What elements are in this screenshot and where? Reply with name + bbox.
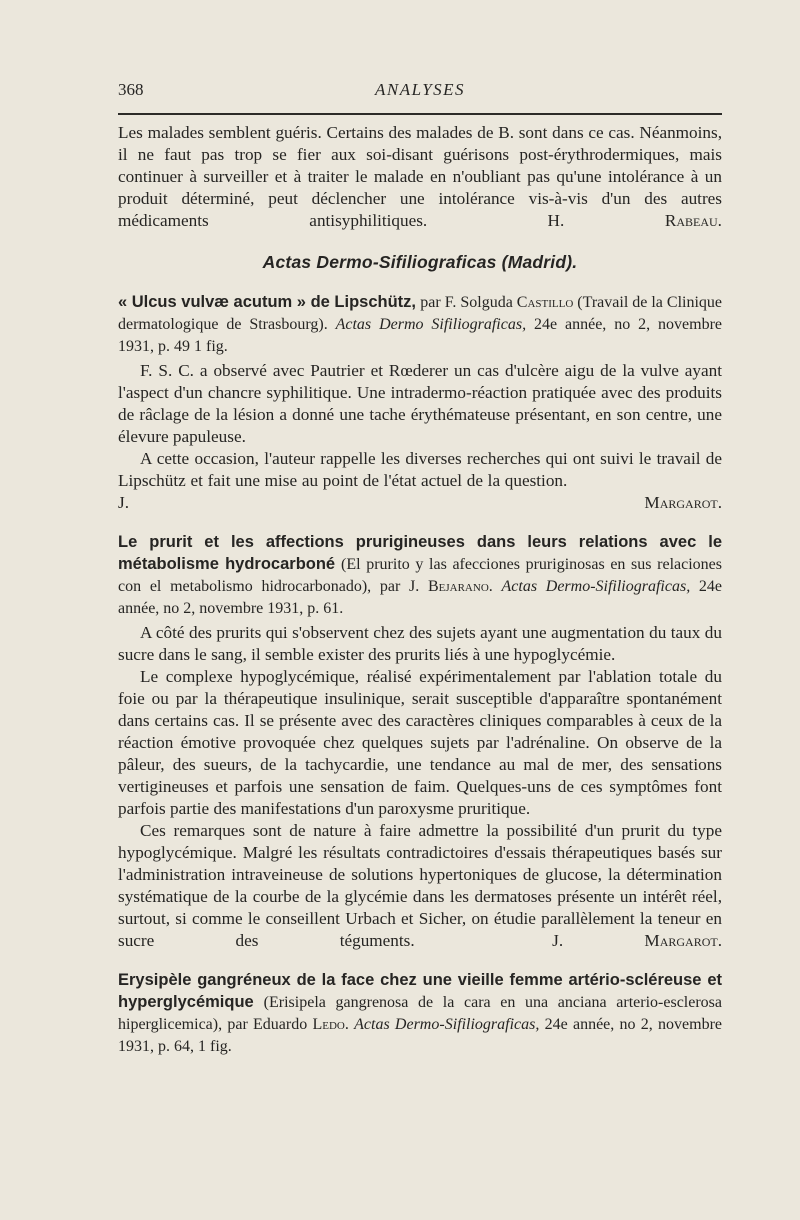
- article-prurit: [118, 531, 722, 952]
- article-heading: [118, 969, 722, 1057]
- page-header: [118, 78, 722, 106]
- journal-heading: Actas Dermo-Sifiliograficas (Madrid).: [262, 252, 578, 272]
- signature: J. Margarot.: [552, 931, 722, 950]
- article-paragraph: Le complexe hypoglycémique, réalisé expérimentalement par l'ablation totale du foie ou par la thérapeutique insulinique, serait susceptible d'apparaître spontanément dans certains cas. Il se présente avec des caractères cliniques comparables à ceux de la réaction émotive provoquée chez quelques sujets par l'adrénaline. On observe de la pâleur, des sueurs, de la tachycardie, une tendance au mal de mer, des sensations vertigineuses et parfois une sensation de faim. Quelques-uns de ces symptômes font parfois partie des manifestations d'un paroxysme pruritique.: [118, 667, 722, 818]
- article-ulcus: [118, 291, 722, 514]
- signature: J. Margarot.: [118, 493, 722, 512]
- article-heading: [118, 531, 722, 619]
- journal-reference: Actas Dermo-Sifiliograficas,: [501, 578, 691, 595]
- article-reference: (Erisipela gangrenosa de la cara en una anciana arterio-esclerosa hiperglicemica), par Eduardo Ledo. Actas Dermo-Sifiliograficas, 24e année, no 2, novembre 1931, p. 64, 1 fig.: [118, 994, 722, 1055]
- article-paragraph: A cette occasion, l'auteur rappelle les diverses recherches qui ont suivi le travail de Lipschütz et fait une mise au point de l'état actuel de la question. J. Margarot.: [118, 449, 722, 512]
- author: Bejarano.: [427, 578, 493, 595]
- signature: H. Rabeau.: [547, 211, 722, 230]
- author: Castillo: [516, 294, 574, 311]
- article-paragraph: A côté des prurits qui s'observent chez des sujets ayant une augmentation du taux du sucre dans le sang, il semble exister des prurits liés à une hypoglycémie.: [118, 623, 722, 664]
- article-title: « Ulcus vulvæ acutum » de Lipschütz,: [118, 293, 416, 311]
- author: Ledo.: [312, 1016, 349, 1033]
- journal-reference: Actas Dermo-Sifiliograficas,: [354, 1016, 540, 1033]
- article-title: Le prurit et les affections prurigineuses dans leurs relations avec le métabolisme hydrocarboné: [118, 533, 722, 573]
- article-title: Erysipèle gangréneux de la face chez une vieille femme artério-scléreuse et hyperglycémique: [118, 971, 722, 1011]
- continuation-paragraph: Les malades semblent guéris. Certains des malades de B. sont dans ce cas. Néanmoins, il ne faut pas trop se fier aux soi-disant guérisons post-érythrodermiques, mais continuer à surveiller et à traiter le malade en n'oubliant pas qu'une intolérance à un produit déterminé, peut déclencher une intolérance vis-à-vis d'un des autres médicaments antisyphilitiques. H. Rabeau.: [118, 123, 722, 230]
- page-number: 368: [118, 80, 144, 99]
- journal-reference: Actas Dermo Sifiliograficas,: [335, 316, 527, 333]
- article-erysipele: [118, 969, 722, 1057]
- article-paragraph: F. S. C. a observé avec Pautrier et Rœderer un cas d'ulcère aigu de la vulve ayant l'aspect d'un chancre syphilitique. Une intradermo-réaction pratiquée avec des produits de râclage de la lésion a donné une tache érythémateuse présentant, en son centre, une élevure papuleuse.: [118, 361, 722, 446]
- article-reference: (El prurito y las afecciones pruriginosas en sus relaciones con el metabolismo hidrocarbonado), par J. Bejarano. Actas Dermo-Sifiliograficas, 24e année, no 2, novembre 1931, p. 61.: [118, 556, 723, 617]
- article-heading: [118, 291, 722, 357]
- article-paragraph: Ces remarques sont de nature à faire admettre la possibilité d'un prurit du type hypoglycémique. Malgré les résultats contradictoires d'essais thérapeutiques basés sur l'administration intraveineuse de solutions hypertoniques de glucose, la détermination systématique de la courbe de la glycémie dans les dermatoses présente un intérêt réel, surtout, si comme le conseillent Urbach et Sicher, on étudie parallèlement la teneur en sucre des téguments. J. Margarot.: [118, 821, 722, 950]
- article-reference: par F. Solguda Castillo (Travail de la Clinique dermatologique de Strasbourg). Actas Dermo Sifiliograficas, 24e année, no 2, novembre 1931, p. 49 1 fig.: [118, 294, 723, 355]
- running-title: ANALYSES: [374, 80, 466, 99]
- page-body: [118, 122, 722, 1064]
- header-rule: [118, 113, 722, 115]
